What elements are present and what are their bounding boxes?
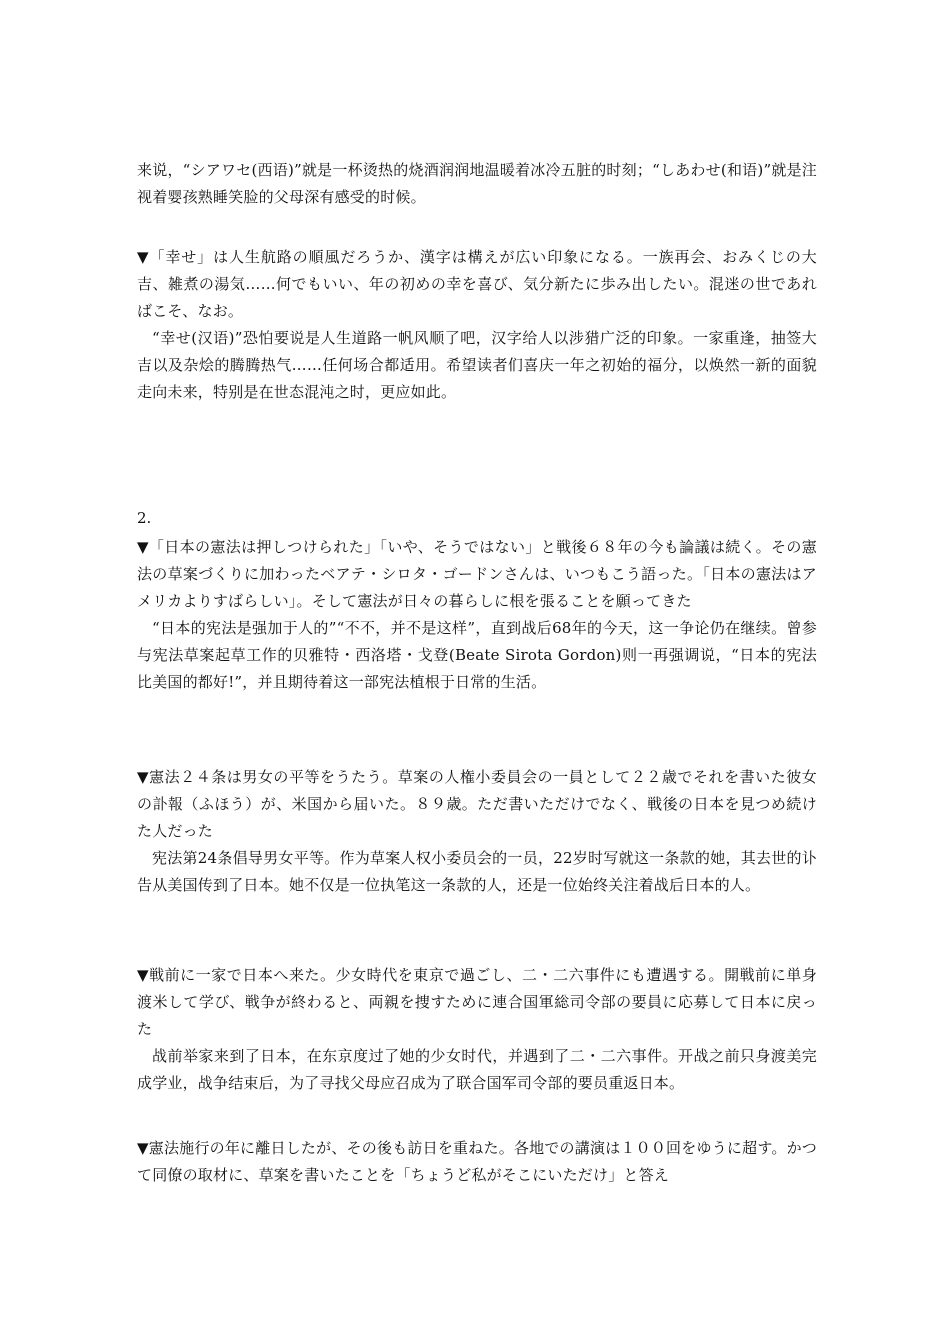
japanese-paragraph: ▼憲法２４条は男女の平等をうたう。草案の人権小委員会の一員として２２歳でそれを書いた彼女の訃報（ふほう）が、米国から届いた。８９歳。ただ書いただけでなく、戦後の日本を見つめ続けた人だった: [137, 768, 817, 840]
paragraph-block-5: [137, 962, 817, 1097]
chinese-paragraph: “幸せ(汉语)”恐怕要说是人生道路一帆风顺了吧，汉字给人以涉猎广泛的印象。一家重逢，抽签大吉以及杂烩的腾腾热气……任何场合都适用。希望读者们喜庆一年之初始的福分，以焕然一新的面貌走向未来，特别是在世态混沌之时，更应如此。: [137, 329, 817, 401]
chinese-paragraph: 宪法第24条倡导男女平等。作为草案人权小委员会的一员，22岁时写就这一条款的她，其去世的讣告从美国传到了日本。她不仅是一位执笔这一条款的人，还是一位始终关注着战后日本的人。: [137, 849, 817, 894]
japanese-paragraph: ▼戦前に一家で日本へ来た。少女時代を東京で過ごし、二・二六事件にも遭遇する。開戦前に単身渡米して学び、戦争が終わると、両親を捜すために連合国軍総司令部の要員に応募して日本に戻った: [137, 966, 817, 1038]
japanese-paragraph: ▼憲法施行の年に離日したが、その後も訪日を重ねた。各地での講演は１００回をゆうに超す。かつて同僚の取材に、草案を書いたことを「ちょうど私がそこにいただけ」と答え: [137, 1139, 817, 1184]
paragraph-block-2: [137, 244, 817, 406]
japanese-paragraph: ▼「日本の憲法は押しつけられた」「いや、そうではない」と戦後６８年の今も論議は続く。その憲法の草案づくりに加わったベアテ・シロタ・ゴードンさんは、いつもこう語った。「日本の憲法はアメリカよりすばらしい」。そして憲法が日々の暮らしに根を張ることを願ってきた: [137, 538, 817, 610]
japanese-paragraph: ▼「幸せ」は人生航路の順風だろうか、漢字は構えが広い印象になる。一族再会、おみくじの大吉、雑煮の湯気……何でもいい、年の初めの幸を喜び、気分新たに歩み出したい。混迷の世であればこそ、なお。: [137, 248, 817, 320]
chinese-paragraph: 战前举家来到了日本，在东京度过了她的少女时代，并遇到了二・二六事件。开战之前只身渡美完成学业，战争结束后，为了寻找父母应召成为了联合国军司令部的要员重返日本。: [137, 1047, 817, 1092]
paragraph-block-4: [137, 764, 817, 899]
section-number: 2.: [137, 509, 152, 527]
chinese-paragraph: “日本的宪法是强加于人的”“不不，并不是这样”，直到战后68年的今天，这一争论仍在继续。曾参与宪法草案起草工作的贝雅特・西洛塔・戈登(Beate Sirota Gordon)则一再强调说，“日本的宪法比美国的都好!”，并且期待着这一部宪法植根于日常的生活。: [137, 619, 817, 691]
paragraph-block-1: [137, 157, 817, 211]
paragraph-block-6: [137, 1135, 817, 1189]
paragraph-block-3: [137, 534, 817, 696]
chinese-paragraph: 来说，“シアワセ(西语)”就是一杯烫热的烧酒润润地温暖着冰冷五脏的时刻；“しあわせ(和语)”就是注视着婴孩熟睡笑脸的父母深有感受的时候。: [137, 161, 817, 206]
